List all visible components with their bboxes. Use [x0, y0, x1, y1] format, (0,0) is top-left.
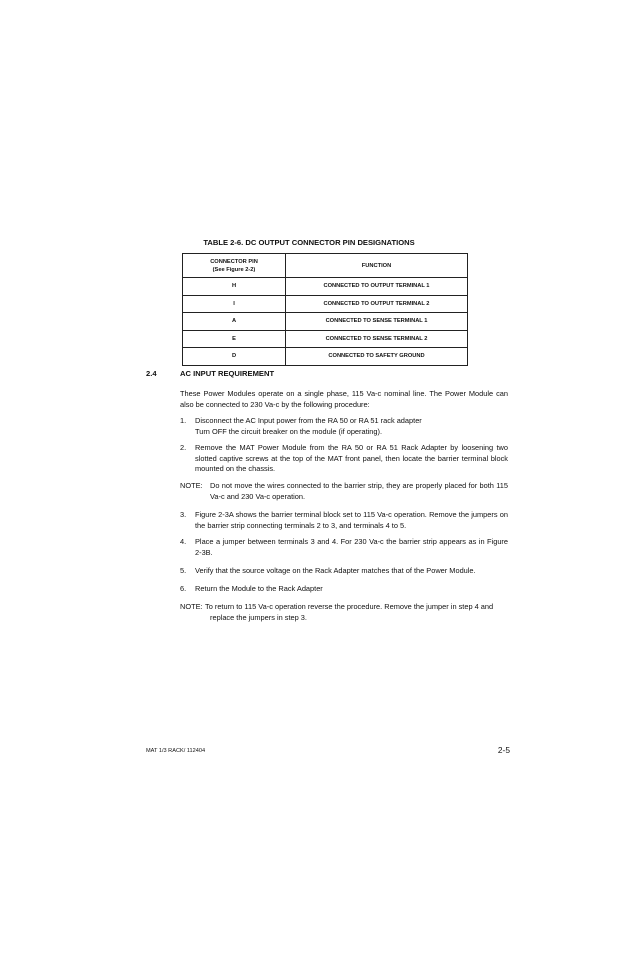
step-number: 2.: [180, 443, 187, 452]
step-text: Verify that the source voltage on the Rack Adapter matches that of the Power Module.: [195, 566, 476, 575]
function-cell: CONNECTED TO SENSE TERMINAL 2: [286, 330, 468, 348]
pin-designation-table: [182, 253, 468, 366]
step-number: 6.: [180, 584, 187, 593]
table-row: [183, 313, 468, 331]
page-number: 2-5: [497, 745, 510, 755]
note-text-line2: replace the jumpers in step 3.: [210, 612, 307, 622]
step-number: 4.: [180, 537, 187, 546]
note-label: NOTE:: [180, 481, 203, 490]
footer-document-id: MAT 1/3 RACK/ 112404: [146, 748, 206, 754]
section-title: AC INPUT REQUIREMENT: [180, 369, 275, 378]
intro-paragraph: These Power Modules operate on a single phase, 115 Va-c nominal line. The Power Module can also be connected to 230 Va-c by the following procedure:: [180, 389, 508, 409]
table-row: [183, 348, 468, 366]
pin-cell: D: [183, 348, 286, 366]
function-cell: CONNECTED TO OUTPUT TERMINAL 1: [286, 278, 468, 296]
step-text-line1: Disconnect the AC Input power from the RA 50 or RA 51 rack adapter: [195, 416, 422, 425]
note-label: NOTE:: [180, 602, 203, 611]
pin-cell: E: [183, 330, 286, 348]
step-number: 3.: [180, 510, 187, 519]
function-cell: CONNECTED TO OUTPUT TERMINAL 2: [286, 295, 468, 313]
pin-cell: I: [183, 295, 286, 313]
table-row: [183, 330, 468, 348]
step-text: Return the Module to the Rack Adapter: [195, 584, 323, 593]
note-text: Do not move the wires connected to the barrier strip, they are properly placed for both 115 Va-c and 230 Va-c operation.: [210, 481, 508, 501]
step-text: Remove the MAT Power Module from the RA 50 or RA 51 Rack Adapter by loosening two slotted captive screws at the top of the MAT front panel, then locate the barrier terminal block mounted on the chassis.: [195, 443, 508, 473]
column-header-connector-pin: [183, 254, 286, 278]
pin-cell: A: [183, 313, 286, 331]
note-text-line1: To return to 115 Va-c operation reverse the procedure. Remove the jumper in step 4 and: [205, 602, 494, 611]
table-row: [183, 278, 468, 296]
table-title: TABLE 2-6. DC OUTPUT CONNECTOR PIN DESIGNATIONS: [203, 238, 415, 247]
step-text: Figure 2-3A shows the barrier terminal block set to 115 Va-c operation. Remove the jumpers on the barrier strip connecting terminals 2 to 3, and terminals 4 to 5.: [195, 510, 508, 530]
column-header-function: FUNCTION: [286, 254, 468, 278]
step-text: Place a jumper between terminals 3 and 4. For 230 Va-c the barrier strip appears as in Figure 2-3B.: [195, 537, 508, 557]
step-number: 1.: [180, 416, 187, 425]
function-cell: CONNECTED TO SAFETY GROUND: [286, 348, 468, 366]
column-header-pin-line2: (See Figure 2-2): [212, 266, 256, 273]
section-number: 2.4: [146, 369, 157, 378]
function-cell: CONNECTED TO SENSE TERMINAL 1: [286, 313, 468, 331]
column-header-pin-line1: CONNECTOR PIN: [210, 258, 258, 265]
table-header-row: [183, 254, 468, 278]
pin-cell: H: [183, 278, 286, 296]
table-row: [183, 295, 468, 313]
step-number: 5.: [180, 566, 187, 575]
step-text-line2: Turn OFF the circuit breaker on the module (if operating).: [195, 426, 383, 436]
